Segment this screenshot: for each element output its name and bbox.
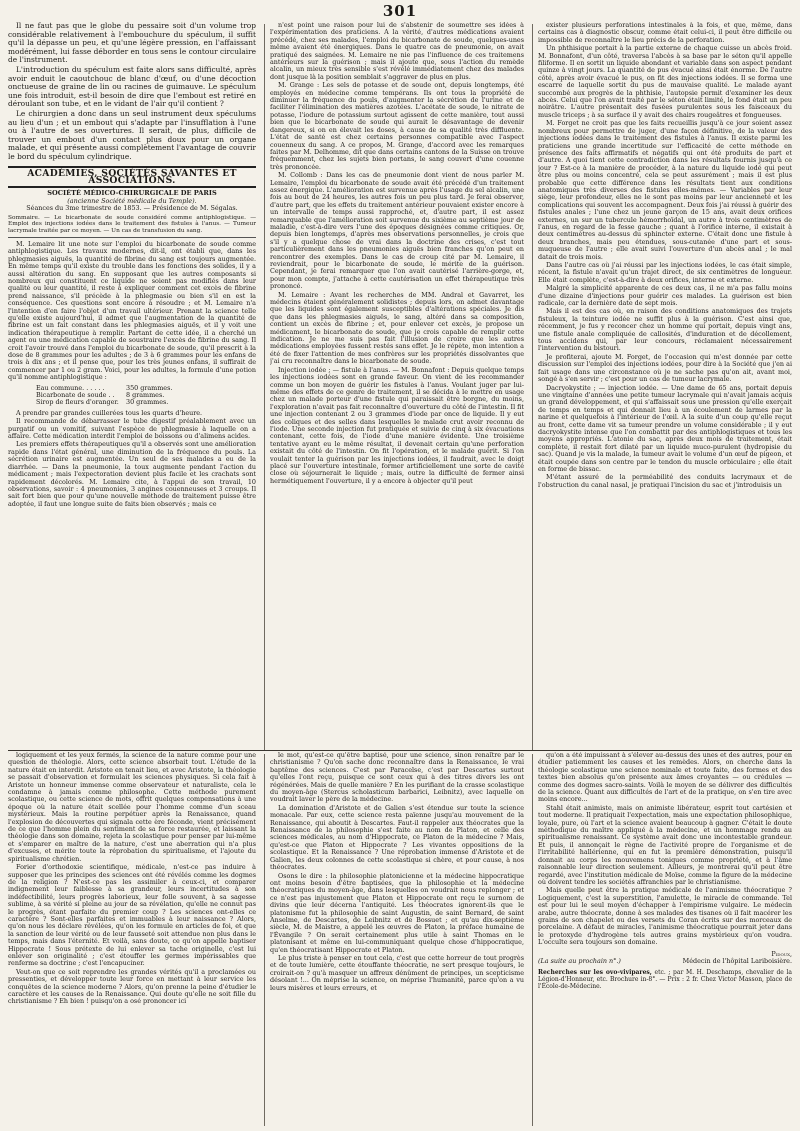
paragraph: Malgré la simplicité apparente de ces deux cas, il ne m'a pas fallu moins d'une dizaine d'injections pour guérir ces malades. La guérison est bien radicale, car la dernière date de sept mois.: [538, 284, 792, 308]
society-name: SOCIÉTÉ MÉDICO-CHIRURGICALE DE PARIS: [47, 189, 217, 198]
signature-block: [538, 951, 792, 966]
paragraph: M. Lemaire : Avant les recherches de MM. Andral et Gavarret, les médecins étaient généralement solidistes ; depuis lors, on admet davantage que les liquides sont également susceptibles d'altérations spéciales. Je dis que dans les phlegmasies aiguës, le sang, altéré dans sa composition, contient un excès de fibrine ; et, pour enlever cet excès, je propose un médicament, le bicarbonate de soude, que je crois capable de remplir cette indication. Je ne me suis pas fait l'illusion de croire que les autres médications employées fussent restés sans effet. Je le répète, mon intention a été de fixer l'attention de mes confrères sur les propriétés dissolvantes que j'ai cru reconnaître dans le bicarbonate de soude.: [270, 290, 524, 366]
column-2: [270, 22, 524, 750]
paragraph: Osons le dire : la philosophie platonicienne et la médecine hippocratique ont moins besoin d'être baptisées, que la philosophie et la médecine théocratiques du moyen-âge, dans lesquelles on voudrait nous replonger ; et ce n'est pas injustement que Platon et Hippocrate ont reçu le surnom de divins que leur décerna l'antiquité. Les théocrates ignorent-ils que le platonisme fut la philosophie de saint Augustin, de saint Bernard, de saint Anselme, de Descartes, de Leibnitz et de Bossuet ; et qu'au dix-septième siècle, M. de Maistre, a appelé les œuvres de Platon, la préface humaine de l'Évangile ? On serait certainement plus utile à saint Thomas en le platonisant et même en lui-communiquant quelque chose d'hippocratique, qu'en théocratisant Hippocrate et Platon.: [270, 871, 524, 954]
paragraph: M. Collomb : Dans les cas de pneumonie dont vient de nous parler M. Lemaire, l'emploi du bicarbonate de soude avait été précédé d'un traitement assez énergique. L'amélioration est survenue après l'usage du sel alcalin, une fois au bout de 24 heures, les autres fois un peu plus tard. Je ferai observer, d'autre part, que les effets du traitement antérieur pouvaient exister encore à un intervalle de temps aussi rapproché, et, d'autre part, il est assez remarquable que l'amélioration soit survenue du sixième au septième jour de maladie, c'est-à-dire vers l'une des époques désignées comme critiques. Or, depuis bien longtemps, d'après mes observations personnelles, je crois que s'il y a quelque chose de vrai dans la doctrine des crises, c'est tout particulièrement dans les pneumonies aiguës bien franches qu'on peut en rencontrer des exemples. Dans le cas de croup cité par M. Lemaire, il reviendrait, pour le bicarbonate de soude, le mérite de la guérison. Cependant, je ferai remarquer que l'on avait cautérisé l'arrière-gorge, et, pour mon compte, j'attache à cette cautérisation un effet thérapeutique très prononcé.: [270, 171, 524, 291]
paragraph: M. Grange : Les sels de potasse et de soude ont, depuis longtemps, été employés en médecine comme tempérans. Ils ont tous la propriété de diminuer la fréquence du pouls, d'augmenter la sécrétion de l'urine et de faciliter l'élimination des matières azotées. L'acétate de soude, le nitrate de potasse, l'iodure de potassium surtout agissent de cette manière, tout aussi bien que le bicarbonate de soude qui aurait le désavantage de devenir dangereux, si on en élevait les doses, à cause de sa qualité très diffluente. L'état de santé est chez certains personnes compatible avec l'aspect couenneux du sang. A ce propos, M. Grange, d'accord avec les remarques faites par M. Delhomme, dit que dans certains cantons de la Suisse on trouve fréquemment, chez les sujets bien portans, le sang couvert d'une couenne très prononcée.: [270, 81, 524, 171]
feuilleton-column-1: [8, 752, 256, 1126]
paragraph: Injection iodée ; — fistule à l'anus. — M. Bonnafont : Depuis quelque temps les injections iodées sont en grande faveur. On vient de les recommander comme un bon moyen de guérir les fistules à l'anus. Voulant juger par lui-même des effets de ce genre de traitement, il se décida à le mettre en usage chez un malade porteur d'une fistule qui paraissait être borgne, du moins, l'exploration n'avait pas fait reconnaître d'ouverture du côté de l'intestin. Il fit une injection contenant 2 ou 3 grammes d'iode par once de liquide. Il y eut des coliques et des selles dans lesquelles le malade crut avoir reconnu de l'iode. Une seconde injection fut pratiquée et suivie de cinq à six évacuations contenant, cette fois, de l'iode d'une manière évidente. Une troisième tentative ayant eu le même résultat, il devenait certain qu'une perforation existait du côté de l'intestin. On fit l'opération, et le malade guérit. Si l'on voulait tenter la guérison par les injections iodées, il faudrait, avec le doigt placé sur l'ouverture intestinale, former artificiellement une sorte de cavité close où séjournerait le liquide ; mais, outre la difficulté de fermer ainsi hermétiquement l'ouverture, il y a encore à objecter qu'il peut: [270, 365, 524, 485]
quantity: 30 grammes.: [126, 398, 169, 407]
book-details: etc. ; par M. H. Deschamps, chevalier de la Légion-d'Honneur, etc. Brochure in-8°. — Prix : 2 fr. Chez Victor Masson, place de l'École-de-Médecine.: [538, 968, 792, 990]
top-section: [8, 22, 792, 750]
paragraph: Forier d'orthodoxie scientifique, médicale, n'est-ce pas induire à supposer que les principes des sciences ont été révélés comme les dogmes de la religion ? N'est-ce pas les assimiler à ceux-ci, et comparer indignement leur faiblesse à sa grandeur, leurs incertitudes à son indéfectibilité, leurs progrès laborieux, leur folle souvent, à sa sagesse sublime, à sa vérité si pleine au jour de sa révélation, qu'elle ne connut pas le progrès, étant parfaite du premier coup ? Les sciences ont-elles ce caractère ? Sont-elles parfaites et immuables à leur naissance ? Alors, qu'on nous les déclare révélées, qu'on les formule en articles de foi, et que la sanction de leur vérité ou de leur fausseté soit attendue non plus dans le temps, mais dans l'éternité. Et voilà, sans doute, ce qu'on appelle baptiser Hippocrate ! Sous prétexte de lui enlever sa tache originelle, c'est lui enlever son originalité ; c'est étouffer les germes impérissables que renferme sa doctrine ; c'est l'encapuciner.: [8, 863, 256, 968]
paragraph: Le plus triste à penser en tout cela, c'est que cette horreur de tout progrès et de toute lumière, cette étouffante théocratie, ne sert presque toujours, le croirait-on ? qu'à masquer un affreux dénûment de principes, un scepticisme désolant !... On méprise la science, on méprise l'humanité, parce qu'on a vu leurs misères et leurs erreurs, et: [270, 953, 524, 992]
book-title: Recherches sur les ovo-vivipares,: [538, 968, 652, 976]
session-info: Séances du 3me trimestre de 1853. — Présidence de M. Ségalas.: [26, 204, 238, 213]
feuilleton-rule: [8, 750, 792, 751]
paragraph: Il recommande de débarrasser le tube digestif préalablement avec un purgatif ou un vomitif, suivant l'espèce de phlegmasie à laquelle on a affaire. Cette médication interdit l'emploi de boissons ou d'alimens acides.: [8, 417, 256, 441]
continued-note: (La suite au prochain n°.): [538, 957, 621, 966]
author-name: Pidoux,: [771, 949, 792, 958]
paragraph: M. Lemaire lit une note sur l'emploi du bicarbonate de soude comme antiphlogistique. Les travaux modernes, dit-il, ont établi que, dans les phlegmasies aiguës, la quantité de fibrine du sang est toujours augmentée. En même temps qu'il existe du trouble dans les fonctions des solides, il y a aussi altération du sang. En supposant que les autres composants si nombreux qui constituent ce liquide ne soient pas modifiés dans leur qualité ou leur quantité, il reste à expliquer comment cet excès de fibrine prend naissance, s'il précède à la phlegmasie ou bien s'il en est la conséquence. Ces questions sont encore à résoudre ; et M. Lemaire n'a l'intention d'en faire l'objet d'un travail ultérieur. Prenant la science telle qu'elle existe aujourd'hui, il admet que l'augmentation de la quantité de fibrine est un fait constant dans les phlegmasies aiguës, et il y voit une indication thérapeutique à remplir. Partant de cette idée, il a cherché un agent ou une médication capable de soustraire l'excès de fibrine du sang. Il croit l'avoir trouvé dans l'emploi du bicarbonate de soude, qu'il prescrit à la dose de 8 grammes pour les adultes ; de 3 à 6 grammes pour les enfans de trois à dix ans ; et il pense que, pour les très jeunes enfans, il suffirait de commencer par 1 ou 2 gram. Voici, pour les adultes, la formule d'une potion qu'il nomme antiphlogistique :: [8, 239, 256, 382]
paragraph: Veut-on que ce soit reprendre les grandes vérités qu'il a proclamées ou pressenties, et développer toute leur force en mettant à leur service les conquêtes de la science moderne ? Alors, qu'on prenne la peine d'étudier le caractère et les causes de la Renaissance. Qui doute qu'elle ne soit fille du christianisme ? Eh bien ! puisqu'on a osé prononcer ici: [8, 967, 256, 1006]
section-title: ACADÉMIES, SOCIÉTÉS SAVANTES ET ASSOCIATIONS.: [27, 167, 237, 186]
paragraph: Il ne faut pas que le globe du pessaire soit d'un volume trop considérable relativement à l'embouchure du spéculum, il suffit qu'il la dépasse un peu, et qu'une légère pression, en l'affaissant modérément, lui fasse déborder en tous sens le contour circulaire de l'instrument.: [8, 22, 256, 65]
paragraph: Les premiers effets thérapeutiques qu'il a observés sont une amélioration rapide dans l'état général, une diminution de la fréquence du pouls. La sécrétion urinaire est augmentée. Un seul de ses malades a eu de la diarrhée. — Dans la pneumonie, la toux augmente pendant l'action du médicament ; mais l'expectoration devient plus facile et les crachats sont rapidement décolorés. M. Lemaire cite, à l'appui de son travail, 10 observations, savoir : 4 pneumonies, 3 angines couenneuses et 3 croups. Il sait fort bien que pour qu'une nouvelle méthode de traitement puisse être adoptée, il faut une longue suite de faits bien observés ; mais ce: [8, 440, 256, 508]
paragraph: le mot, qu'est-ce qu'être baptisé, pour une science, sinon renaître par le christianisme ? Qu'on sache donc reconnaître dans la Renaissance, le vrai baptême des sciences. C'est par Paracelse, c'est par Descartes surtout qu'elles l'ont reçu, puisque ce sont ceux qui à des titres divers les ont régénérées. Mais de quelle manière ? En les purifiant de la crasse scolastique du moyen-âge (Stercus scholasticum barbarici, Leibnitz), avec laquelle on voudrait laver le père de la médecine.: [270, 752, 524, 804]
column-3: [538, 22, 792, 750]
paragraph: Mais il est des cas où, en raison des conditions anatomiques des trajets fistuleux, la teinture iodée ne suffit plus à la guérison. C'est ainsi que, récemment, je fus y reconcer chez un homme qui portait, depuis vingt ans, une fistule anale compliquée de callosités, d'induration et de décollement, tous accidens qui, par leur concours, réclamaient nécessairement l'intervention du bistouri.: [538, 307, 792, 353]
page-number: 301: [382, 2, 418, 20]
paragraph: logiquement et les yeux fermés, la science de la nature comme pour une question de théologie. Alors, cette science absorbait tout. L'étude de la nature était en interdit. Aristote en tenait lieu, et avec Aristote, la théologie se passait d'observation et formulait les sciences physiques. Si cela fait à Aristote un honneur immense comme observateur et naturaliste, cela le condamne à jamais comme philosophe. Cette méthode purement scolastique, ou cette science de mots, offrit quelques compensations à une époque où la nature était scellée pour l'homme comme d'un sceau mystérieux. Mais la routine perpétuer après la Renaissance, quand l'explosion de découvertes qui signala cette ère féconde, vient précisément de ce que l'homme plein du sentiment de sa force restaurée, et laissant la théologie dans son domaine, rejeta la scolastique pour penser par lui-même et s'emparer en maître de la nature, c'est une aberration qui n'a plus d'excuses, et mérite toute la réprobation du spiritualisme, et l'ajoute du spiritualisme chrétien.: [8, 752, 256, 863]
paragraph: Dacryokystite ; — injection iodée. — Une dame de 65 ans, portait depuis une vingtaine d'années une petite tumeur lacrymale qui n'avait jamais acquis un grand développement, et qui s'affaissait sous une pression qu'elle exerçait de temps en temps et qui donnait lieu à un écoulement de larmes par la narine et quelquefois à l'intérieur de l'œil. A la suite d'un coup qu'elle reçut au front, cette dame vit sa tumeur prendre un volume considérable ; il y eut dacryokystite intense que l'on combattit par des antiphlogistiques et tous les moyens appropriés. L'atonie du sac, après deux mois de traitement, était complète, il restait fort dilaté par un liquide muco-purulent (hydropisie du sac). Quand je vis la malade, la tumeur avait le volume d'un œuf de pigeon, et était coupée dans son centre par le tendon du muscle orbiculaire ; elle était en forme de bissac.: [538, 383, 792, 473]
formula-row: [36, 399, 256, 406]
ingredient: Bicarbonate de soude . .: [36, 391, 115, 400]
formula: [36, 385, 256, 407]
paragraph: Mais quelle peut être la pratique médicale de l'animisme théocratique ? Logiquement, c'est la superstition, l'amulette, le miracle de commande. Tel est pour lui le seul moyen d'échapper à l'empirisme vulgaire. Le médecin arabe, autre théocrate, donne à ses malades des tisanes où il fait macérer les grains de son chapelet ou des versets du Coran écrits sur des morceaux de porcelaine. A défaut de miracles, l'animisme théocratique pourrait jeter dans le protoxyde d'hydrogène tels autres grains mystérieux qu'on voudra. L'occulte sera toujours son domaine.: [538, 886, 792, 947]
speculum-article: [8, 22, 256, 162]
column-1: [8, 22, 256, 750]
feuilleton-section: [8, 752, 792, 1126]
section-header: [8, 166, 256, 189]
paragraph: n'est point une raison pour lui de s'abstenir de soumettre ses idées à l'expérimentation des praticiens. A la vérité, d'autres médications avaient précédé, chez ses malades, l'emploi du bicarbonate de soude, quelques-unes même avaient été énergiques. Dans le quatre cas de pneumonie, on avait pratiqué des saignées. M. Lemaire ne nie pas l'influence de ces traitemens antérieurs sur la guérison ; mais il ajoute que, sous l'action du remède alcalin, un mieux très sensible s'est révélé immédiatement chez des malades dont jusque là la position semblait s'aggraver de plus en plus.: [270, 22, 524, 81]
paragraph: Dans l'autre cas où j'ai réussi par les injections iodées, le cas était simple, récent, la fistule n'avait qu'un trajet direct, de six centimètres de longueur. Elle était complète, c'est-à-dire à deux orifices, interne et externe.: [538, 261, 792, 284]
paragraph: M. Forget ne croit pas que les faits recueillis jusqu'à ce jour soient assez nombreux pour permettre de juger, d'une façon définitive, de la valeur des injections iodées dans le traitement des fistules à l'anus. Il existe parmi les praticiens une grande incertitude sur l'efficacité de cette méthode en présence des faits affirmatifs et négatifs qui ont été produits de part et d'autre. A quoi tient cette contradiction dans les résultats fournis jusqu'à ce jour ? Est-ce à la manière de procéder, à la nature du liquide iodé qui peut être plus ou moins concentré, cela se peut assurément ; mais il est plus probable que cette différence dans les résultats tient aux conditions anatomiques très diverses des fistules elles-mêmes. — Variables par leur siège, leur profondeur, elles ne le sont pas moins par leur ancienneté et les complications qui souvent les accompagnent. Deux fois j'ai réussi à guérir des fistules anales ; l'une chez un jeune garçon de 15 ans, avait deux orifices externes, un sur un tubercule hémorrhoïdal, un autre à trois centimètres de l'anus, en regard de la fesse gauche ; quant à l'orifice interne, il existait à deux centimètres au-dessus du sphincter externe. C'était donc une fistule à deux branches, mais peu étendues, sous-cutanée d'une part et sous-muqueuse de l'autre ; elle avait suivi l'ouverture d'un abcès anal ; le mal datait de trois mois.: [538, 119, 792, 261]
paragraph: Je profiterai, ajoute M. Forget, de l'occasion qui m'est donnée par cette discussion sur l'emploi des injections iodées, pour dire à la Société que j'en ai fait usage dans une circonstance où je ne sache pas qu'on ait, avant moi, songé à s'en servir ; c'est pour un cas de tumeur lacrymale.: [538, 352, 792, 384]
paragraph: L'introduction du spéculum est faite alors sans difficulté, après avoir enduit le caoutchouc de blanc d'œuf, ou d'une décoction onctueuse de graine de lin ou racines de guimauve. Le spéculum une fois introduit, est-il besoin de dire que l'embout est retiré en déroulant son tube, et en le vidant de l'air qu'il contient ?: [8, 64, 256, 109]
paragraph: qu'on a été impuissant à s'élever au-dessus des unes et des autres, pour en étudier patiemment les causes et les remèdes. Alors, on cherche dans la théologie scolastique une science nominale et toute faite, des formes et des textes bien absolus qu'on présente aux âmes croyantes — ou crédules — comme des dogmes sacro-saints. Voilà le moyen de se délivrer des difficultés de la science. Quant aux difficultés de l'art et de la pratique, on s'en tire avec moins encore...: [538, 752, 792, 804]
paragraph: exister plusieurs perforations intestinales à la fois, et que, même, dans certains cas à diagnostic obscur, comme était celui-ci, il peut être difficile ou impossible de reconnaître le lieu précis de la perforation.: [538, 22, 792, 44]
quantity: 350 grammes.: [126, 383, 173, 392]
paragraph: Le chirurgien a donc dans un seul instrument deux spéculums au lieu d'un ; et un embout qui s'adapte par l'insufflation à l'une ou à l'autre de ses ouvertures. Il serait, de plus, difficile de trouver un embout d'un contact plus doux pour un organe malade, et qui présente aussi complètement l'avantage de couvrir le bord du spéculum cylindrique.: [8, 108, 256, 161]
author-title: Médecin de l'hôpital Lariboisière.: [682, 957, 792, 966]
ingredient: Sirop de fleurs d'oranger.: [36, 398, 119, 407]
author-line: [538, 958, 792, 966]
paragraph: A prendre par grandes cuillerées tous les quarts d'heure.: [16, 408, 203, 417]
ingredient: Eau commune. . . . . .: [36, 383, 105, 392]
paragraph: Stahl était animiste, mais on animiste libérateur, esprit tout cartésien et tout moderne. Il pratiquait l'expectation, mais une expectation philosophique, loyale, pure, où l'art et la science avaient beaucoup à gagner. C'était le doute méthodique du maître appliqué à la médecine, et un hommage rendu au spiritualisme renaissant. Ce système avait donc une incontestable grandeur. Et puis, il annonçait le règne de l'activité propre de l'organisme et de l'irritabilité hallérienne, qui en fut la première démonstration, puisqu'il donnait au corps les mouvemens toniques comme propriété, et à l'âme raisonnable leur direction seulement. Ailleurs, je montrerai qu'il peut être regardé, avec l'institution médicale de Moïse, comme la figure de la médecine où doivent tendre les sociétés affranchies par le christianisme.: [538, 803, 792, 886]
paragraph: La domination d'Aristote et de Galien s'est étendue sur toute la science monacale. Par eux, cette science resta païenne jusqu'au mouvement de la Renaissance, qui aboutit à Descartes. Faut-il rappeler aux théocrates que la Renaissance de la philosophie s'est faite au nom de Platon, et celle des sciences médicales, au nom d'Hippocrate, ce Platon de la médecine ? Mais, qu'est-ce que Platon et Hippocrate ? Les vivantes oppositions de la scolastique. Et la Renaissance ? Une réprobation immense d'Aristote et de Galien, les deux colonnes de cette scolastique si chère, et pour cause, à nos théocrates.: [270, 803, 524, 872]
bibliography-notice: [538, 969, 792, 990]
quantity: 8 grammes.: [126, 391, 165, 400]
summary: Sommaire. — Le bicarbonate de soude considéré comme antiphlogistique. — Emploi des injections iodées dans le traitement des fistules à l'anus. — Tumeur lacrymale traitée par ce moyen. — Un cas de transfusion du sang.: [8, 215, 256, 238]
paragraph: Un phthisique portait à la partie externe de chaque cuisse un abcès froid. M. Bonnafont, d'un côté, traversa l'abcès à sa base par le séton qu'il appelle filiforme. Il en sortit un liquide abondant et variable dans son aspect pendant quinze à vingt jours. La quantité de pus évacué ainsi était énorme. De l'autre côté, après avoir évacué le pus, on fit des injections iodées. Il se forma une escarre de laquelle sortit du pus de mauvaise qualité. Le malade ayant succombé aux progrès de la phthisie, l'autopsie permit d'examiner les deux abcès. Celui que l'on avait traité par le séton était limité, le fond était un peu noirâtre. L'autre présentait des fusées purulentes sous les faisceaux du muscle triceps ; à sa surface il y avait des chairs rougeâtres et fongueuses.: [538, 44, 792, 119]
feuilleton-column-3: [538, 752, 792, 1126]
paragraph: M'étant assuré de la perméabilité des conduits lacrymaux et de l'obstruction du canal nasal, je pratiquai l'incision du sac et j'introduisis un: [538, 473, 792, 489]
society-subtitle: (ancienne Société médicale du Temple).: [67, 196, 197, 205]
feuilleton-column-2: [270, 752, 524, 1126]
